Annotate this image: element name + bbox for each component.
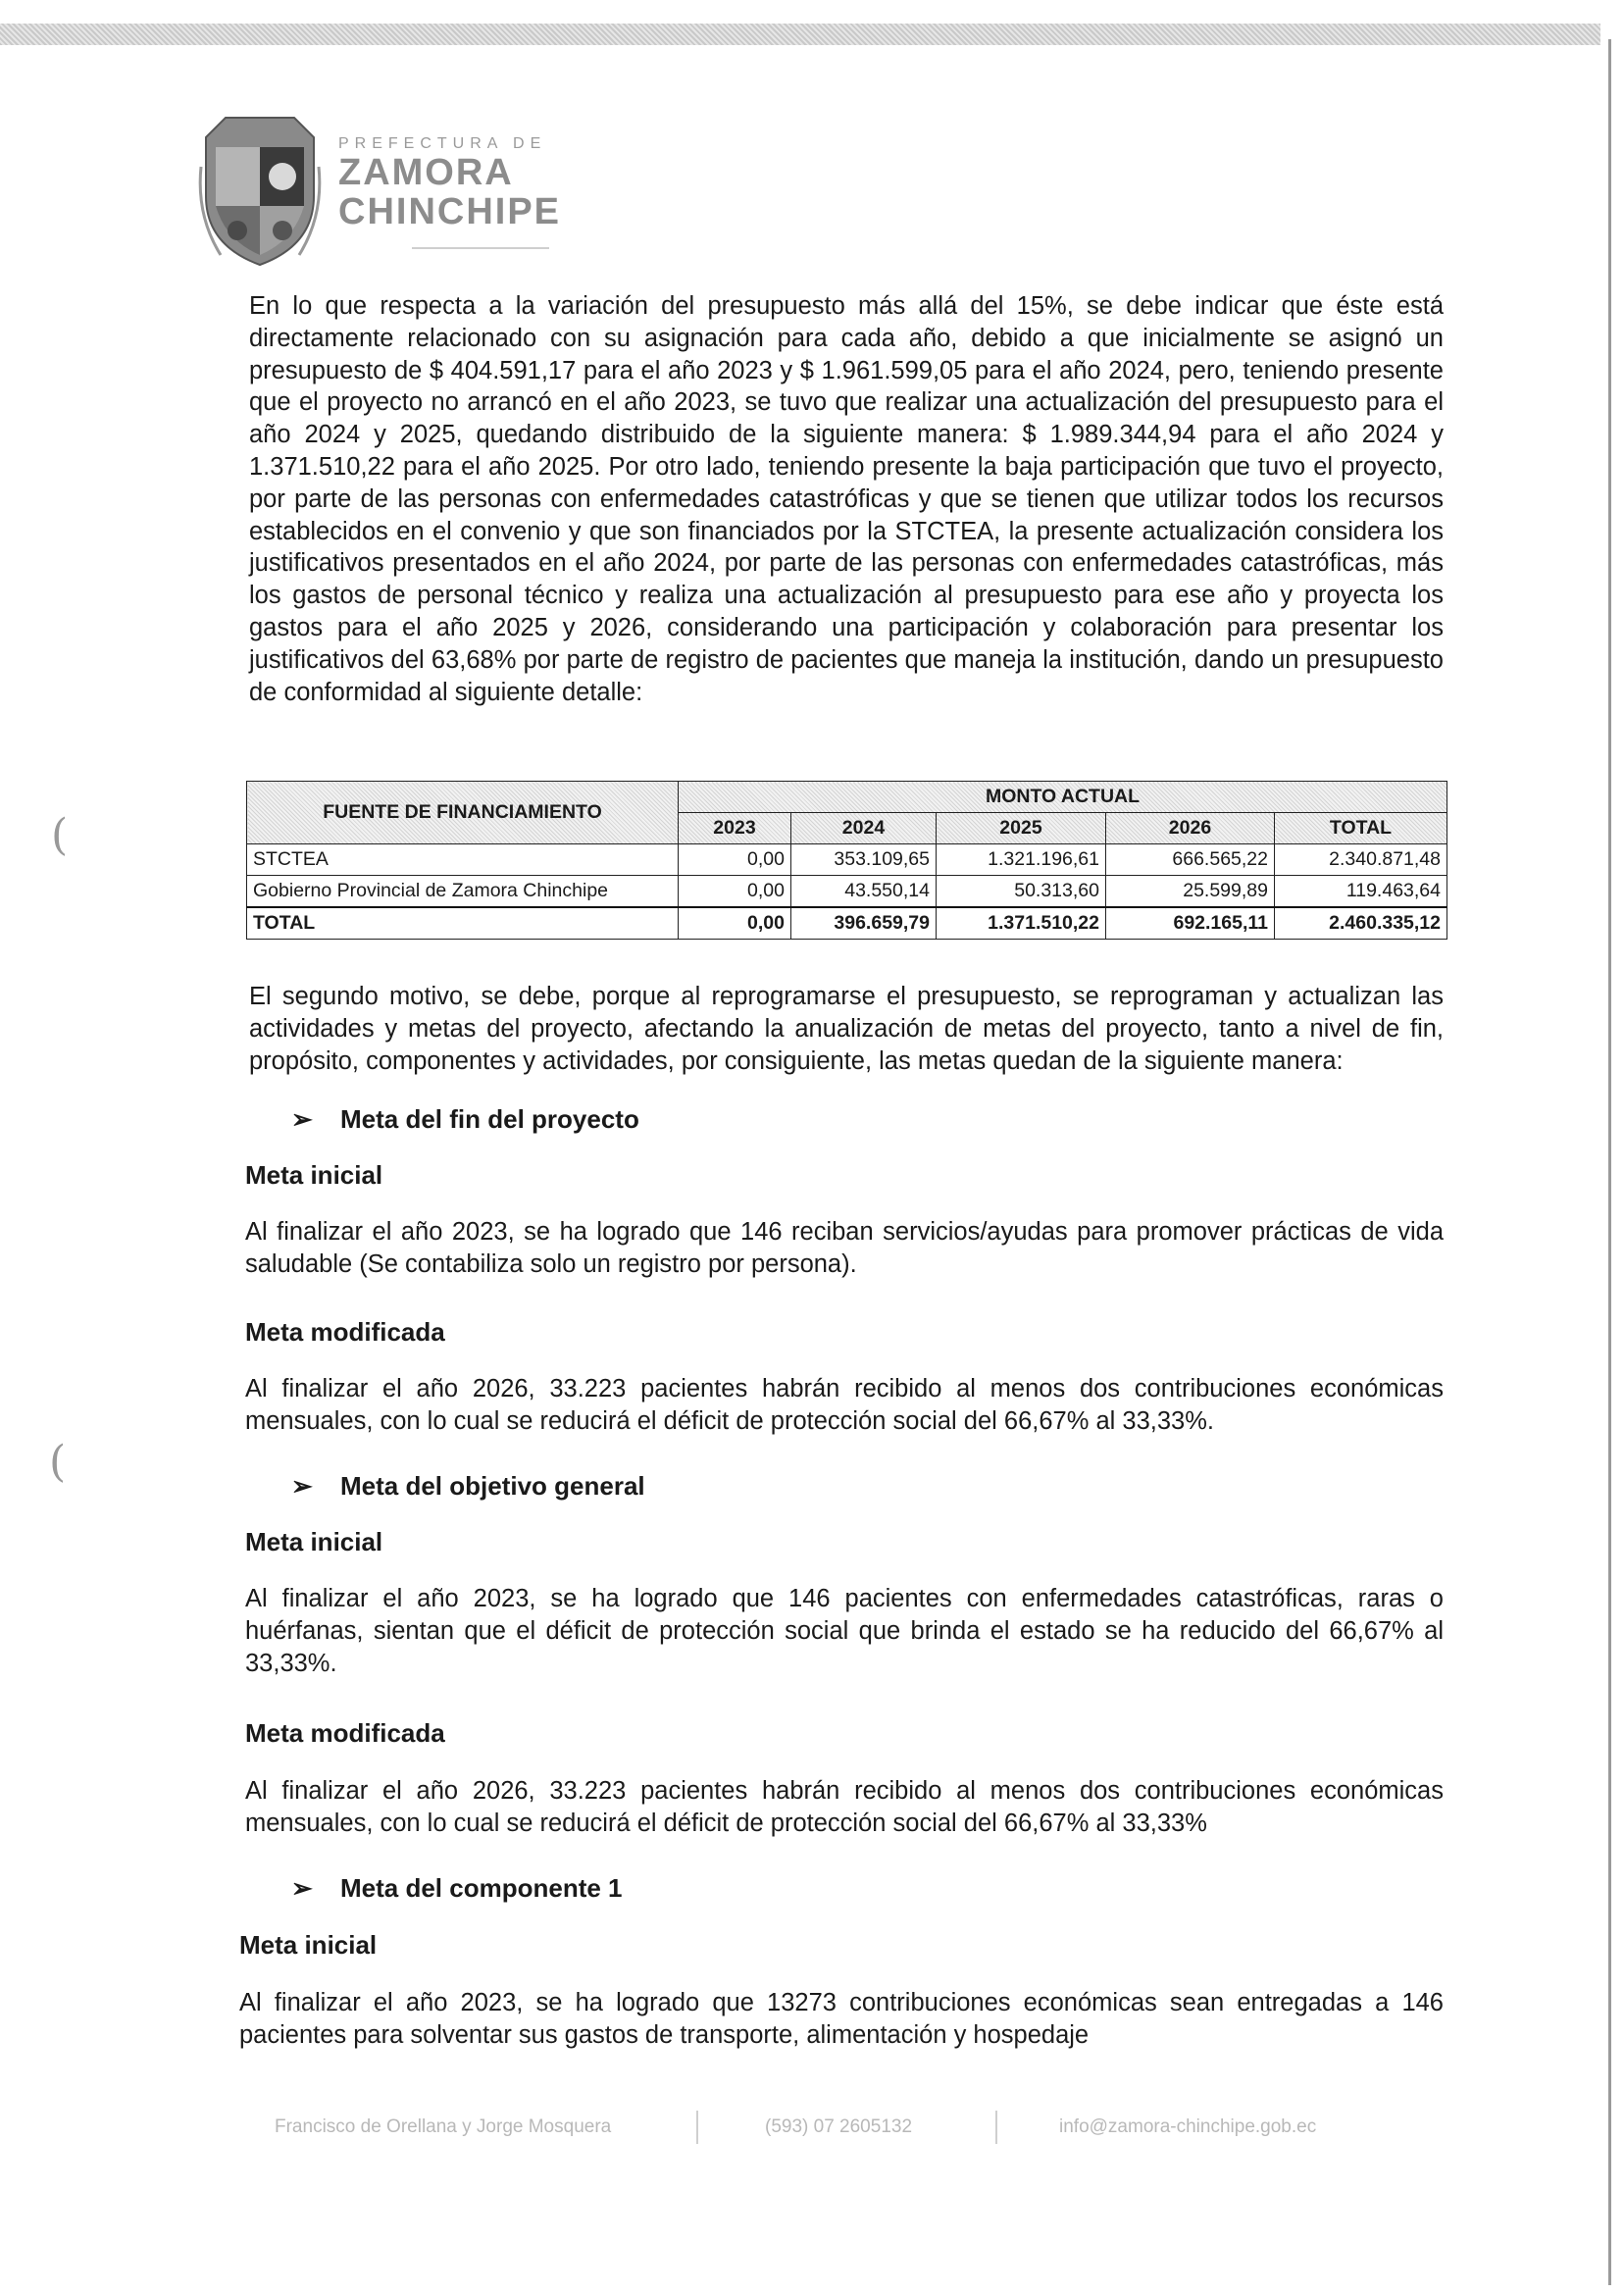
prefecture-logo [196,108,588,275]
intro-paragraph: En lo que respecta a la variación del presupuesto más allá del 15%, se debe indicar que éste está directamente relacionado con su asignación para cada año, debido a que inicialmente se asignó un presupuesto de $ 404.591,17 para el año 2023 y $ 1.961.599,05 para el año 2024, pero, teniendo presente que el proyecto no arrancó en el año 2023, se tuvo que realizar una actualización del presupuesto para el año 2024 y 2025, quedando distribuido de la siguiente manera: $ 1.989.344,94 para el año 2024 y 1.371.510,22 para el año 2025. Por otro lado, teniendo presente la baja participación que tuvo el proyecto, por parte de las personas con enfermedades catastróficas y que se tienen que utilizar todos los recursos establecidos en el convenio y que son financiados por la STCTEA, la presente actualización considera los justificativos presentados en el año 2024, por parte de las personas con enfermedades catastróficas, más los gastos de personal técnico y realiza una actualización al presupuesto para ese año y proyecta los gastos para el año 2025 y 2026, considerando una participación y colaboración para presentar los justificativos del 63,68% por parte de registro de pacientes que maneja la institución, dando un presupuesto de conformidad al siguiente detalle: [249,292,1444,706]
header-funding-source: FUENTE DE FINANCIAMIENTO [247,782,679,844]
cell-value: 1.321.196,61 [937,844,1106,876]
section-title: Meta del componente 1 [340,1873,623,1903]
logo-zamora: ZAMORA [338,152,514,193]
cell-value: 692.165,11 [1106,907,1275,940]
header-year-2023: 2023 [679,813,791,844]
coat-of-arms-icon [196,108,324,275]
section-title: Meta del objetivo general [340,1471,645,1501]
paragraph-initial-goal: Al finalizar el año 2023, se ha logrado que 146 pacientes con enfermedades catastróficas, raras o huérfanas, sientan que el déficit de protección social que brinda el estado se ha reducido del 66,67% al 33,33%. [245,1585,1444,1677]
cell-value: 1.371.510,22 [937,907,1106,940]
section-objetivo-title [291,1471,645,1502]
logo-chinchipe: CHINCHIPE [338,191,562,232]
table-total-row [247,907,1447,940]
row-label: TOTAL [247,907,679,940]
cell-value: 666.565,22 [1106,844,1275,876]
paragraph-initial-goal: Al finalizar el año 2023, se ha logrado que 146 reciban servicios/ayudas para promover prácticas de vida saludable (Se contabiliza solo un registro por persona). [245,1218,1444,1278]
header-year-2026: 2026 [1106,813,1275,844]
logo-underline [412,247,549,249]
label-meta-inicial: Meta inicial [239,1930,378,1960]
cell-value: 43.550,14 [791,876,937,908]
cell-value: 50.313,60 [937,876,1106,908]
paragraph-initial-goal: Al finalizar el año 2023, se ha logrado que 13273 contribuciones económicas sean entregadas a 146 pacientes para solventar sus gastos de transporte, alimentación y hospedaje [239,1989,1444,2049]
footer-phone: (593) 07 2605132 [765,2116,913,2137]
header-year-2024: 2024 [791,813,937,844]
header-year-2025: 2025 [937,813,1106,844]
table-row [247,844,1447,876]
footer-address: Francisco de Orellana y Jorge Mosquera [275,2116,612,2137]
cell-value: 25.599,89 [1106,876,1275,908]
row-label: Gobierno Provincial de Zamora Chinchipe [247,876,679,908]
scan-top-border [0,24,1600,45]
cell-value: 119.463,64 [1275,876,1447,908]
logo-prefectura-de: PREFECTURA DE [338,135,547,152]
arrow-bullet-icon: ➢ [291,1104,313,1134]
section-title: Meta del fin del proyecto [340,1104,639,1134]
cell-value: 353.109,65 [791,844,937,876]
cell-value: 396.659,79 [791,907,937,940]
header-total: TOTAL [1275,813,1447,844]
cell-value: 0,00 [679,844,791,876]
footer-email: info@zamora-chinchipe.gob.ec [1059,2116,1317,2137]
label-meta-inicial: Meta inicial [245,1160,383,1190]
scan-margin-mark: ( [49,1437,67,1487]
section-fin-title [291,1104,639,1135]
paragraph-modified-goal: Al finalizar el año 2026, 33.223 pacientes habrán recibido al menos dos contribuciones económicas mensuales, con lo cual se reducirá el déficit de protección social del 66,67% al 33,33%. [245,1375,1444,1435]
cell-value: 0,00 [679,907,791,940]
footer-separator [995,2111,997,2144]
scan-margin-mark: ( [51,810,69,860]
table-row [247,876,1447,908]
second-paragraph: El segundo motivo, se debe, porque al reprogramarse el presupuesto, se reprograman y actualizan las actividades y metas del proyecto, afectando la anualización de metas del proyecto, tanto a nivel de fin, propósito, componentes y actividades, por consiguiente, las metas quedan de la siguiente manera: [249,983,1444,1075]
row-label: STCTEA [247,844,679,876]
arrow-bullet-icon: ➢ [291,1873,313,1903]
paragraph-modified-goal: Al finalizar el año 2026, 33.223 pacientes habrán recibido al menos dos contribuciones económicas mensuales, con lo cual se reducirá el déficit de protección social del 66,67% al 33,33% [245,1777,1444,1837]
cell-value: 0,00 [679,876,791,908]
arrow-bullet-icon: ➢ [291,1471,313,1501]
cell-value: 2.340.871,48 [1275,844,1447,876]
section-componente-title [291,1873,623,1904]
label-meta-modificada: Meta modificada [245,1718,445,1748]
cell-value: 2.460.335,12 [1275,907,1447,940]
footer-separator [696,2111,698,2144]
label-meta-inicial: Meta inicial [245,1527,383,1556]
label-meta-modificada: Meta modificada [245,1317,445,1347]
budget-table [246,781,1447,940]
header-current-amount: MONTO ACTUAL [679,782,1447,813]
scan-right-edge [1608,39,1611,2285]
